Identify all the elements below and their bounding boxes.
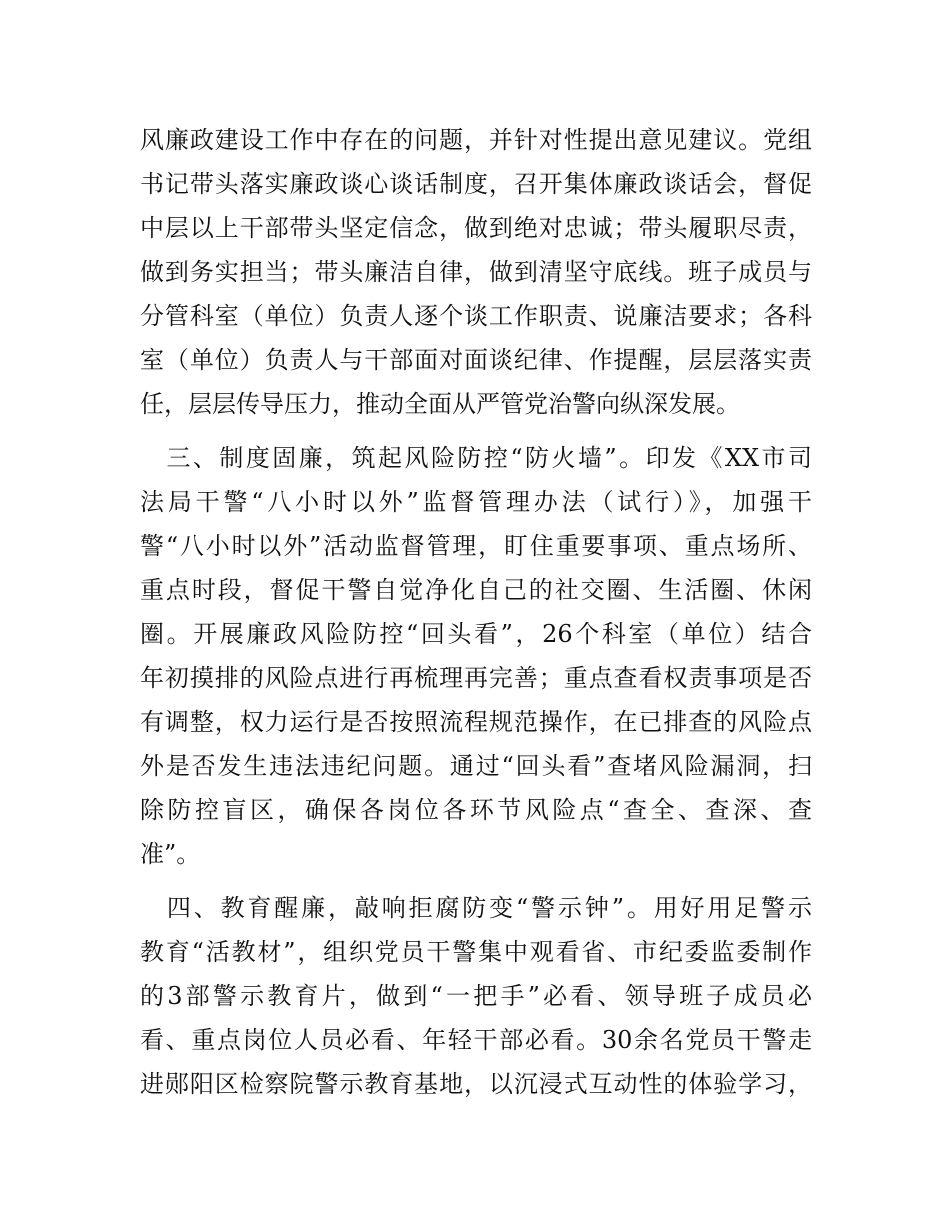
paragraph-2 — [140, 436, 812, 876]
text-line: 书记带头落实廉政谈心谈话制度，召开集体廉政谈话会，督促 — [140, 170, 812, 198]
text-line: 任，层层传导压力，推动全面从严管党治警向纵深发展。 — [140, 390, 740, 418]
text-line: 中层以上干部带头坚定信念，做到绝对忠诚；带头履职尽责， — [140, 214, 812, 242]
text-line: 做到务实担当；带头廉洁自律，做到清坚守底线。班子成员与 — [140, 258, 812, 286]
text-line: 年初摸排的风险点进行再梳理再完善；重点查看权责事项是否 — [140, 664, 812, 692]
text-line: 警“八小时以外”活动监督管理，盯住重要事项、重点场所、 — [140, 532, 812, 560]
text-line: 重点时段，督促干警自觉净化自己的社交圈、生活圈、休闲 — [140, 576, 812, 604]
text-line: 看、重点岗位人员必看、年轻干部必看。30余名党员干警走 — [140, 1026, 812, 1054]
text-line: 四、教育醒廉，敲响拒腐防变“警示钟”。用好用足警示 — [140, 894, 812, 922]
text-line: 风廉政建设工作中存在的问题，并针对性提出意见建议。党组 — [140, 126, 812, 154]
text-line: 教育“活教材”，组织党员干警集中观看省、市纪委监委制作 — [140, 938, 812, 966]
text-line: 分管科室（单位）负责人逐个谈工作职责、说廉洁要求；各科 — [140, 302, 812, 330]
paragraph-3 — [140, 886, 812, 1106]
document-body — [140, 118, 812, 1106]
text-line: 除防控盲区，确保各岗位各环节风险点“查全、查深、查 — [140, 796, 812, 824]
paragraph-1 — [140, 118, 812, 426]
text-line: 外是否发生违法违纪问题。通过“回头看”查堵风险漏洞，扫 — [140, 752, 812, 780]
text-line: 的3部警示教育片，做到“一把手”必看、领导班子成员必 — [140, 982, 812, 1010]
text-line: 准”。 — [140, 840, 201, 868]
text-line: 法局干警“八小时以外”监督管理办法（试行）》，加强干 — [140, 488, 812, 516]
text-line: 三、制度固廉，筑起风险防控“防火墙”。印发《XX市司 — [140, 444, 812, 472]
text-line: 进郧阳区检察院警示教育基地，以沉浸式互动性的体验学习， — [140, 1070, 812, 1098]
text-line: 圈。开展廉政风险防控“回头看”，26个科室（单位）结合 — [140, 620, 812, 648]
text-line: 有调整，权力运行是否按照流程规范操作，在已排查的风险点 — [140, 708, 812, 736]
text-line: 室（单位）负责人与干部面对面谈纪律、作提醒，层层落实责 — [140, 346, 812, 374]
